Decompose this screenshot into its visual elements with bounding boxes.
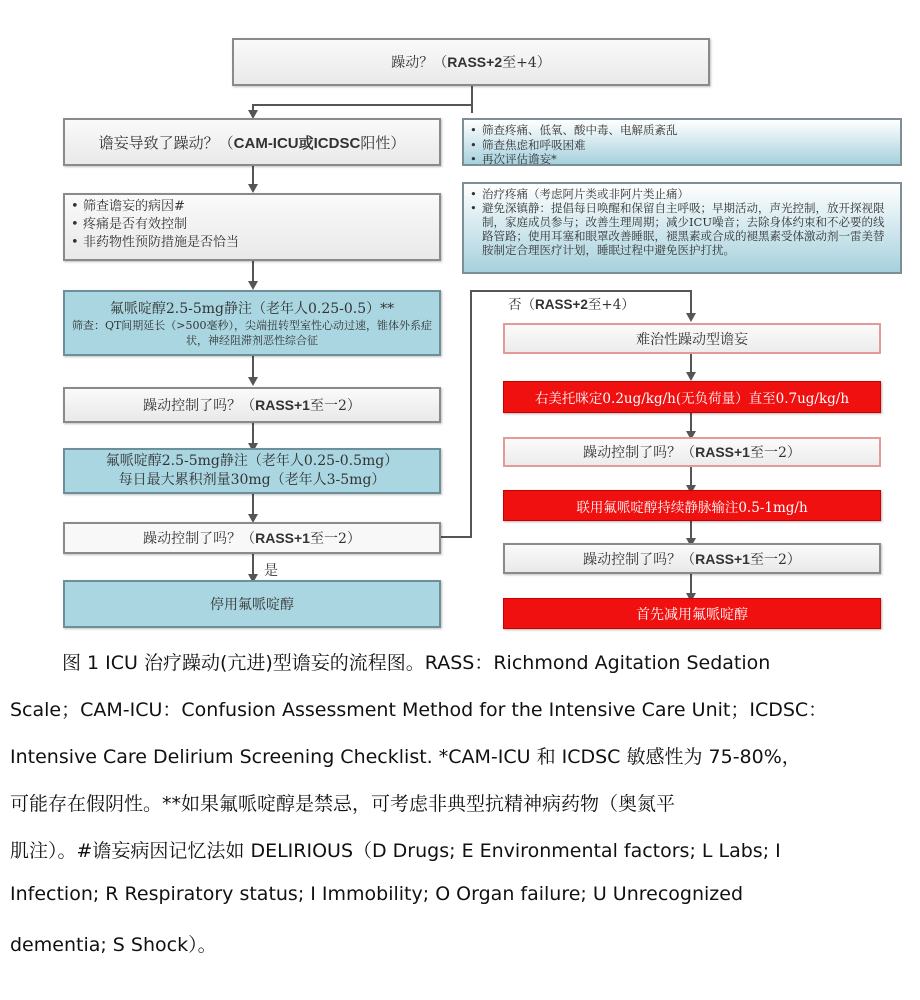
control-q-rass: RASS+1 (255, 397, 310, 413)
connector (690, 573, 692, 595)
control-q-text: 躁动控制了吗？（ (143, 531, 256, 547)
right-treatment-box (462, 182, 902, 274)
control-q-suffix: 至一2） (309, 398, 361, 414)
yes-label: 是 (264, 563, 278, 579)
list-item-text: 非药物性预防措施是否恰当 (83, 235, 240, 250)
start-text: 躁动？（ (391, 55, 448, 71)
caption-line: Scale；CAM-ICU：Confusion Assessment Method for the Intensive Care Unit；ICDSC： (10, 699, 828, 721)
arrow-icon (248, 184, 258, 193)
caption-line: Intensive Care Delirium Screening Checklist. *CAM-ICU 和 ICDSC 敏感性为 75-80%， (10, 746, 801, 768)
list-item: • 避免深镇静：提倡每日唤醒和保留自主呼吸；早期活动，声光控制，放开探视限制，家庭成员参与；改善生理周期；减少ICU噪音；去除身体约束和不必要的线路管路；使用耳塞和眼罩改善睡眠，褪黑素或合成的褪黑素受体激动剂一雷美替胺制定合理医疗计划，睡眠过程中避免医护打扰。 (470, 201, 894, 257)
stop-haloperidol-box (63, 580, 441, 628)
combo-infusion-text: 联用氟哌啶醇持续静脉输注0.5-1mg/h (576, 499, 808, 516)
caption-line: 肌注）。#谵妄病因记忆法如 DELIRIOUS（D Drugs; E Environmental factors; L Labs; I (10, 840, 781, 862)
delirium-q-suffix: 阳性） (360, 133, 406, 152)
no-suffix: 至+4） (587, 297, 635, 313)
control-q-suffix: 至一2） (749, 551, 801, 568)
list-item-text: 筛查谵妄的病因# (83, 199, 185, 214)
start-suffix: 至+4） (502, 55, 551, 71)
haloperidol-max-dose: 每日最大累积剂量30mg（老年人3-5mg） (118, 472, 386, 488)
list-item-text: 疼痛是否有效控制 (83, 217, 188, 232)
list-item-text: 避免深镇静：提倡每日唤醒和保留自主呼吸；早期活动，声光控制，放开探视限制，家庭成员参与；改善生理周期；减少ICU噪音；去除身体约束和不必要的线路管路；使用耳塞和眼罩改善睡眠，褪黑素或合成的褪黑素受体激动剂一雷美替胺制定合理医疗计划，睡眠过程中避免医护打扰。 (482, 201, 885, 257)
no-label (508, 293, 635, 313)
caption-line: Infection; R Respiratory status; I Immobility; O Organ failure; U Unrecognized (10, 883, 744, 905)
haloperidol-dose-box (63, 290, 441, 356)
delirium-q-text: 谵妄导致了躁动？（ (98, 133, 234, 152)
list-item: • 筛查谵妄的病因# (71, 199, 185, 214)
connector (690, 353, 692, 373)
list-item: • 筛查焦虑和呼吸困难 (470, 137, 586, 152)
list-item: • 疼痛是否有效控制 (71, 217, 188, 232)
caption-line: 可能存在假阴性。**如果氟哌啶醇是禁忌，可考虑非典型抗精神病药物（奥氮平 (10, 793, 676, 815)
connector (252, 164, 254, 186)
connector (440, 536, 471, 538)
control-q-rass: RASS+1 (255, 530, 310, 546)
delirium-question-box (63, 118, 441, 166)
agitation-start-box (232, 38, 710, 86)
connector (470, 290, 472, 538)
no-rass: RASS+2 (535, 297, 588, 312)
refractory-delirium-box (503, 323, 881, 354)
connector (252, 355, 254, 379)
delirium-q-tools: CAM-ICU或ICDSC (233, 134, 361, 152)
list-item: • 治疗疼痛（考虑阿片类或非阿片类止痛） (470, 187, 689, 201)
right-screen-box (462, 118, 902, 166)
control-q-rass: RASS+1 (695, 444, 750, 460)
haloperidol-repeat-box (63, 448, 441, 494)
list-item: • 非药物性预防措施是否恰当 (71, 235, 240, 250)
reduce-haloperidol-box (503, 598, 881, 629)
haloperidol-repeat-dose: 氟哌啶醇2.5-5mg静注（老年人0.25-0.5mg） (105, 453, 399, 469)
connector (690, 290, 692, 314)
reduce-haloperidol-text: 首先减用氟哌啶醇 (636, 606, 748, 623)
caption-line: dementia; S Shock）。 (10, 934, 217, 956)
dexmedetomidine-text: 右美托咪定0.2ug/kg/h(无负荷量）直至0.7ug/kg/h (534, 391, 850, 407)
list-item: • 筛查疼痛、低氧、酸中毒、电解质紊乱 (470, 123, 678, 137)
connector (690, 413, 692, 433)
connector (252, 104, 473, 106)
control-q-text: 躁动控制了吗？（ (583, 445, 696, 461)
arrow-icon (248, 377, 258, 386)
haloperidol-screen-note: 筛查：QT间期延长（>500毫秒），尖端扭转型室性心动过速，锥体外系症状，神经阻滞剂恶性综合征 (71, 319, 433, 347)
arrow-icon (686, 372, 696, 381)
control-check-box-3 (503, 437, 881, 467)
control-q-rass: RASS+1 (695, 550, 750, 567)
haloperidol-dose-title: 氟哌啶醇2.5-5mg静注（老年人0.25-0.5）** (109, 301, 395, 317)
control-q-suffix: 至一2） (309, 531, 361, 547)
list-item-text: 筛查疼痛、低氧、酸中毒、电解质紊乱 (482, 123, 678, 137)
control-check-box-2 (63, 522, 441, 554)
screening-list-box (63, 193, 441, 261)
control-q-suffix: 至一2） (749, 445, 801, 461)
list-item-text: 再次评估谵妄* (482, 152, 557, 166)
no-text: 否（ (508, 297, 535, 313)
connector (690, 520, 692, 540)
arrow-icon (248, 281, 258, 290)
list-item-text: 治疗疼痛（考虑阿片类或非阿片类止痛） (482, 187, 689, 201)
control-check-box-1 (63, 387, 441, 423)
control-check-box-4 (503, 543, 881, 574)
stop-haloperidol-text: 停用氟哌啶醇 (210, 597, 294, 613)
connector (252, 552, 254, 576)
control-q-text: 躁动控制了吗？（ (583, 551, 696, 568)
list-item: • 再次评估谵妄* (470, 152, 557, 166)
combo-infusion-box (503, 490, 881, 521)
dexmedetomidine-box (503, 381, 881, 413)
arrow-icon (686, 313, 696, 322)
refractory-text: 难治性躁动型谵妄 (636, 331, 748, 348)
connector (471, 85, 473, 113)
connector (252, 492, 254, 516)
control-q-text: 躁动控制了吗？（ (143, 398, 256, 414)
connector (470, 290, 692, 292)
caption-line: 图 1 ICU 治疗躁动(亢进)型谵妄的流程图。RASS：Richmond Agitation Sedation (62, 652, 771, 674)
connector (690, 466, 692, 486)
list-item-text: 筛查焦虑和呼吸困难 (482, 137, 586, 152)
start-rass: RASS+2 (447, 54, 503, 70)
